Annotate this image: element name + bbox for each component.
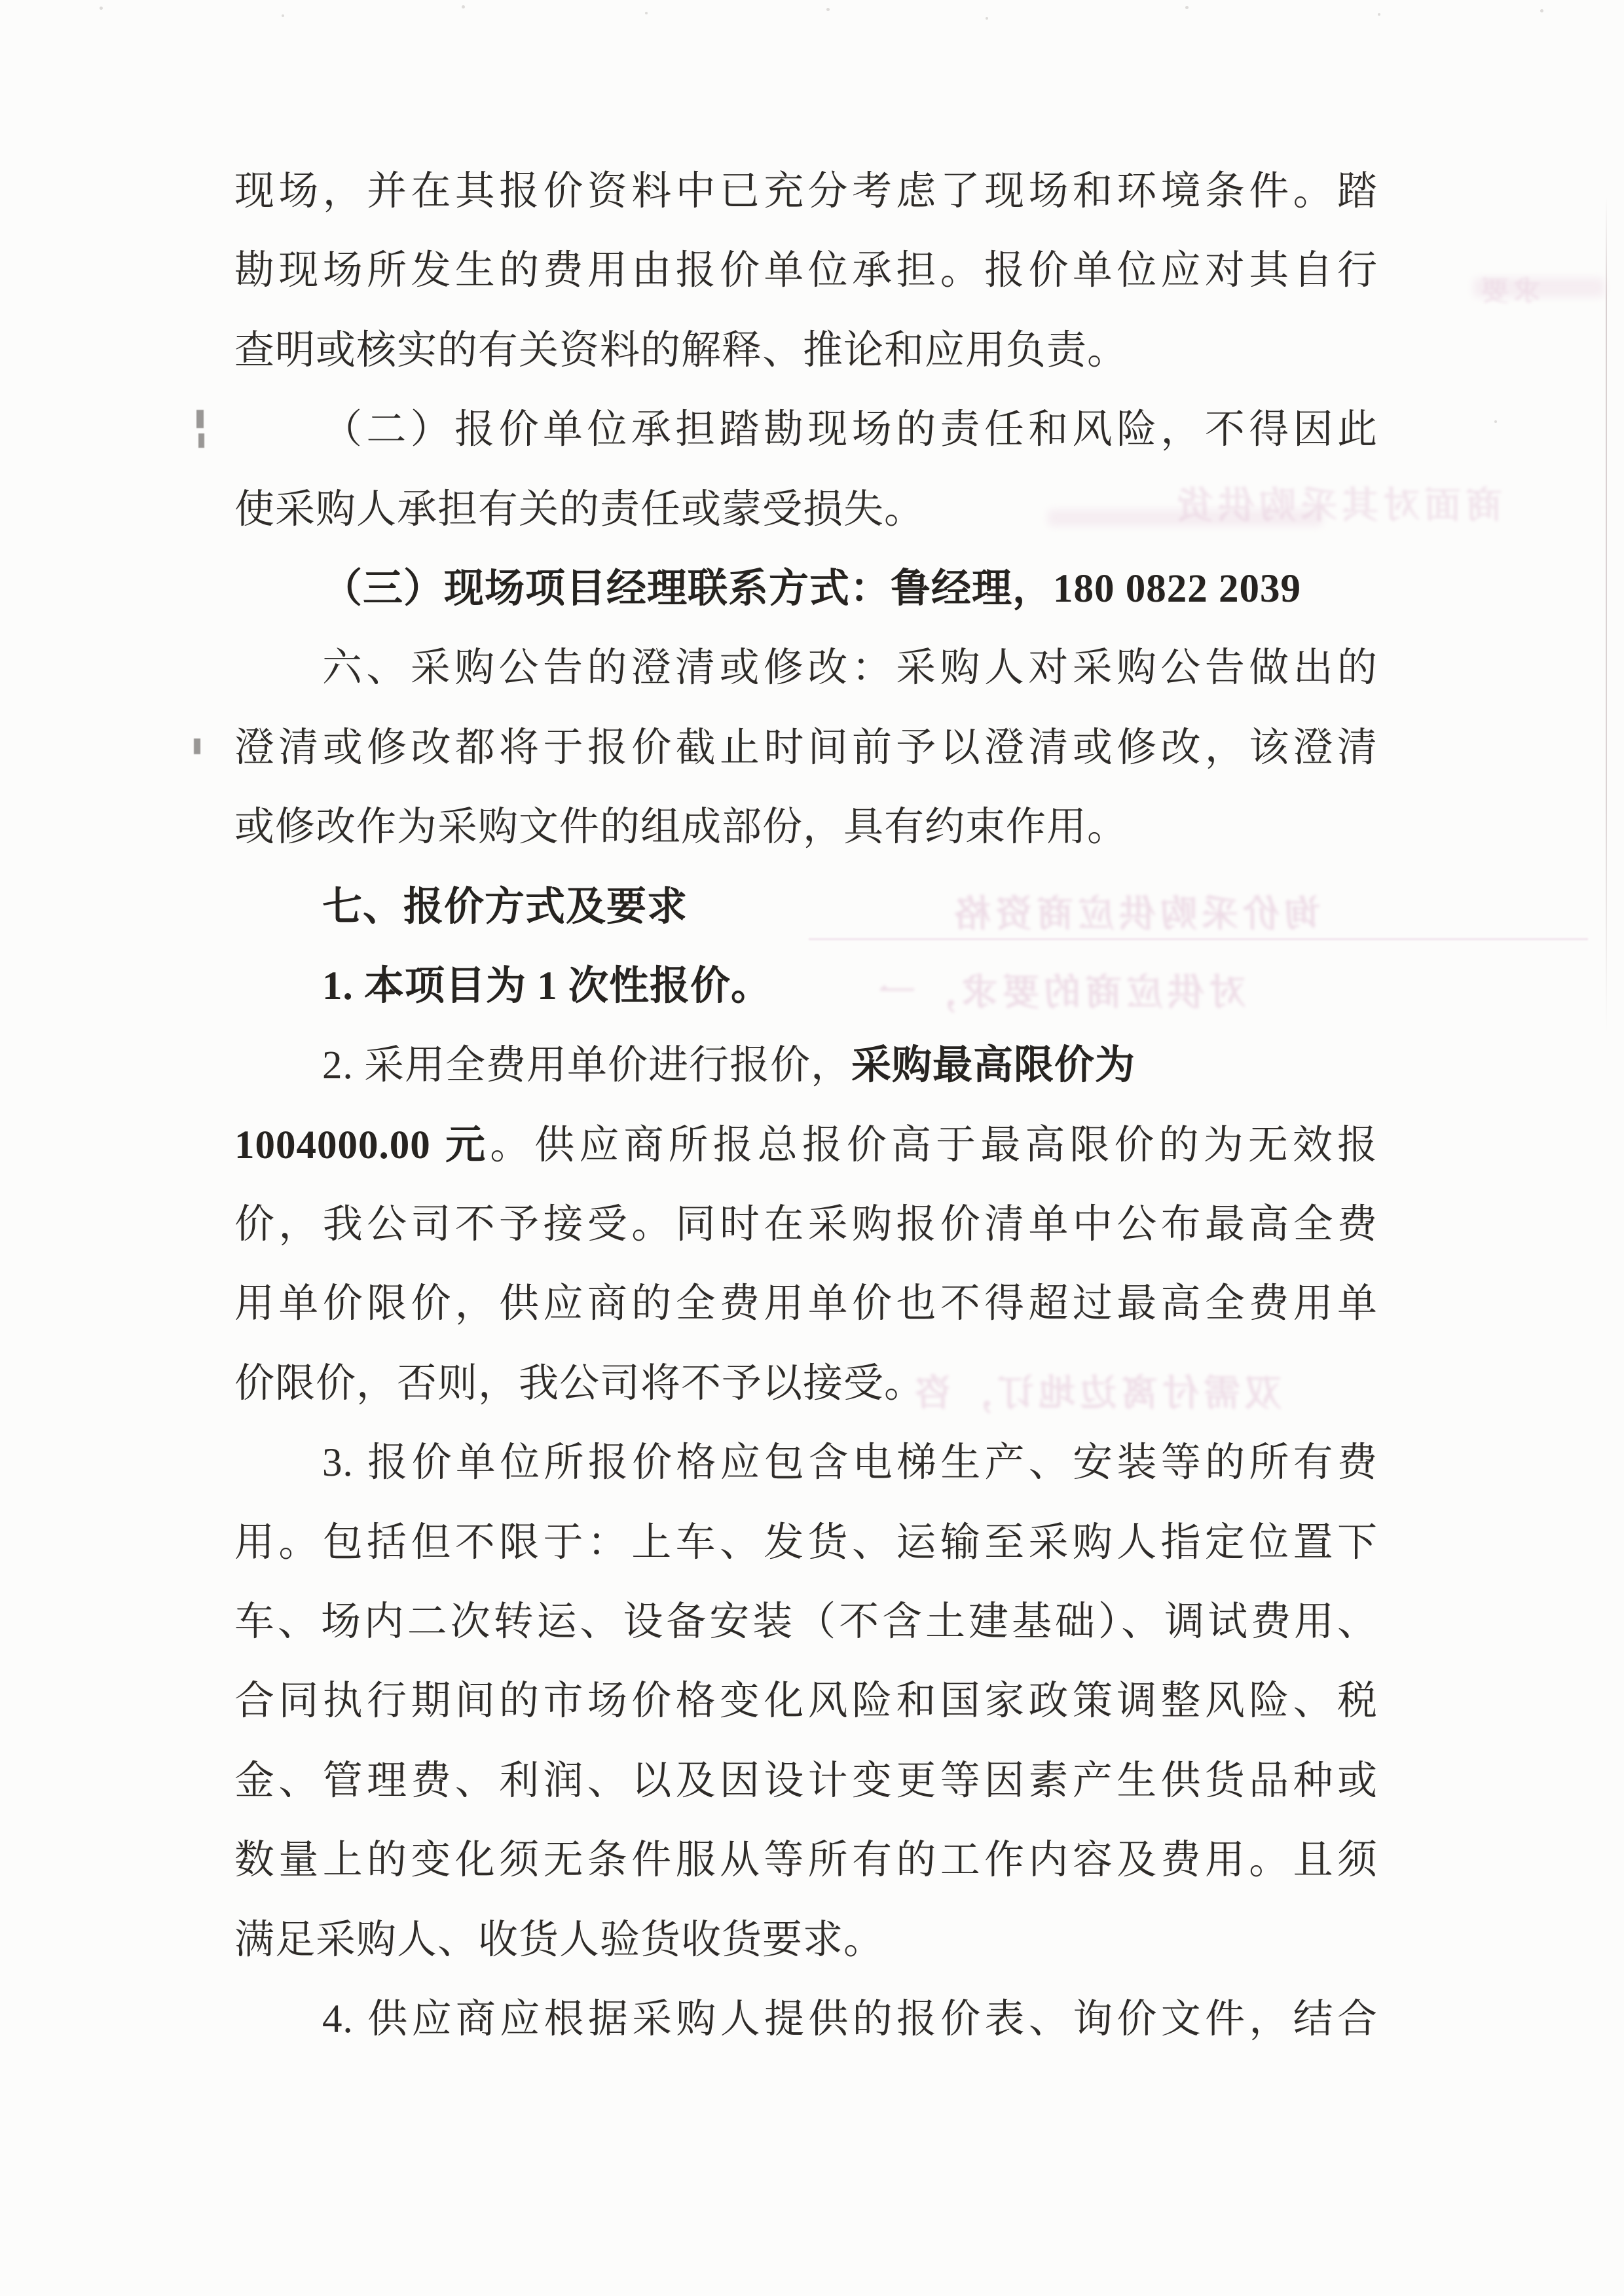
text-run: 六、采购公告的澄清或修改：采购人对采购公告做出的 [322, 646, 1378, 691]
bleedthrough-text: 商面对其采购供货 [1172, 486, 1502, 526]
text-line-15 [234, 1264, 1378, 1343]
dust-dot [614, 194, 617, 196]
text-run: 勘现场所发生的费用由报价单位承担。报价单位应对其自行 [234, 249, 1378, 293]
text-run: 澄清或修改都将于报价截止时间前予以澄清或修改，该澄清 [234, 725, 1378, 770]
text-line-21 [234, 1741, 1378, 1821]
text-run: （二）报价单位承担踏勘现场的责任和风险，不得因此 [322, 408, 1378, 452]
document-text-block [234, 152, 1378, 2059]
dust-dot [826, 8, 830, 11]
text-line-19 [234, 1582, 1378, 1662]
text-line-20 [234, 1662, 1378, 1741]
text-line-12 [234, 1026, 1378, 1105]
dust-dot [462, 5, 465, 9]
text-line-10 [234, 867, 1378, 947]
bleedthrough-text: 询价采购供应商资格 [950, 894, 1321, 935]
text-run: 车、场内二次转运、设备安装（不含土建基础）、调试费用、 [234, 1600, 1378, 1645]
bleedthrough-text: 求要 [1477, 277, 1541, 307]
dust-dot [1185, 6, 1189, 9]
text-run: 满足采购人、收货人验货收货要求。 [234, 1918, 885, 1962]
text-run: 查明或核实的有关资料的解释、推论和应用负责。 [234, 328, 1128, 373]
text-line-8 [234, 708, 1378, 788]
text-line-18 [234, 1503, 1378, 1582]
text-line-6 [234, 549, 1378, 629]
text-run: 价，我公司不予接受。同时在采购报价清单中公布最高全费 [234, 1203, 1378, 1247]
text-run: 2. 采用全费用单价进行报价， [322, 1044, 852, 1088]
bleedthrough-text: 对供应商的要求，一 [874, 973, 1246, 1013]
text-line-2 [234, 231, 1378, 310]
text-run: 数量上的变化须无条件服从等所有的工作内容及费用。且须 [234, 1838, 1378, 1883]
text-line-24 [234, 1980, 1378, 2059]
text-line-16 [234, 1344, 1378, 1423]
text-run: 1. 本项目为 1 次性报价。 [322, 964, 772, 1008]
dust-dot [1494, 420, 1497, 423]
text-line-14 [234, 1185, 1378, 1264]
ink-speck [196, 410, 204, 428]
bleedthrough-rule [809, 938, 1588, 940]
dust-dot [1540, 9, 1543, 12]
scanner-artifact-line [1606, 196, 1607, 1034]
dust-dot [1378, 13, 1380, 16]
text-run: （三）现场项目经理联系方式：鲁经理， [322, 566, 1054, 611]
text-run: 合同执行期间的市场价格变化风险和国家政策调整风险、税 [234, 1679, 1378, 1724]
text-line-7 [234, 629, 1378, 708]
dust-dot [100, 7, 103, 10]
dust-dot [986, 17, 988, 20]
text-run: 。供应商所报总报价高于最高限价的为无效报 [490, 1123, 1378, 1167]
bleedthrough-smudge [1473, 278, 1604, 297]
text-line-17 [234, 1423, 1378, 1503]
text-line-1 [234, 152, 1378, 231]
text-run: 使采购人承担有关的责任或蒙受损失。 [234, 487, 925, 532]
text-run: 金、管理费、利润、以及因设计变更等因素产生供货品种或 [234, 1758, 1378, 1803]
bleedthrough-smudge [1048, 509, 1323, 526]
text-line-11 [234, 947, 1378, 1026]
text-run: 用。包括但不限于：上车、发货、运输至采购人指定位置下 [234, 1520, 1378, 1565]
dust-dot [282, 14, 284, 17]
text-run: 价限价，否则，我公司将不予以接受。 [234, 1361, 925, 1406]
text-run: 180 0822 2039 [1053, 566, 1302, 611]
text-run: 七、报价方式及要求 [322, 884, 688, 929]
text-line-22 [234, 1821, 1378, 1900]
dust-dot [645, 12, 648, 14]
text-run: 3. 报价单位所报价格应包含电梯生产、安装等的所有费 [322, 1441, 1378, 1485]
bleedthrough-text: 双需付离边地订，咨 [910, 1374, 1282, 1414]
text-line-3 [234, 311, 1378, 390]
text-line-9 [234, 788, 1378, 867]
text-line-13 [234, 1106, 1378, 1185]
ink-speck [198, 433, 204, 448]
ink-speck [194, 738, 200, 754]
text-line-23 [234, 1901, 1378, 1980]
text-run: 采购最高限价为 [851, 1044, 1136, 1088]
text-run: 4. 供应商应根据采购人提供的报价表、询价文件，结合 [322, 1997, 1378, 2041]
text-run: 或修改作为采购文件的组成部份，具有约束作用。 [234, 805, 1128, 850]
text-line-4 [234, 390, 1378, 469]
text-run: 用单价限价，供应商的全费用单价也不得超过最高全费用单 [234, 1282, 1378, 1326]
text-run: 1004000.00 元 [234, 1123, 490, 1167]
text-run: 现场，并在其报价资料中已充分考虑了现场和环境条件。踏 [234, 170, 1378, 213]
